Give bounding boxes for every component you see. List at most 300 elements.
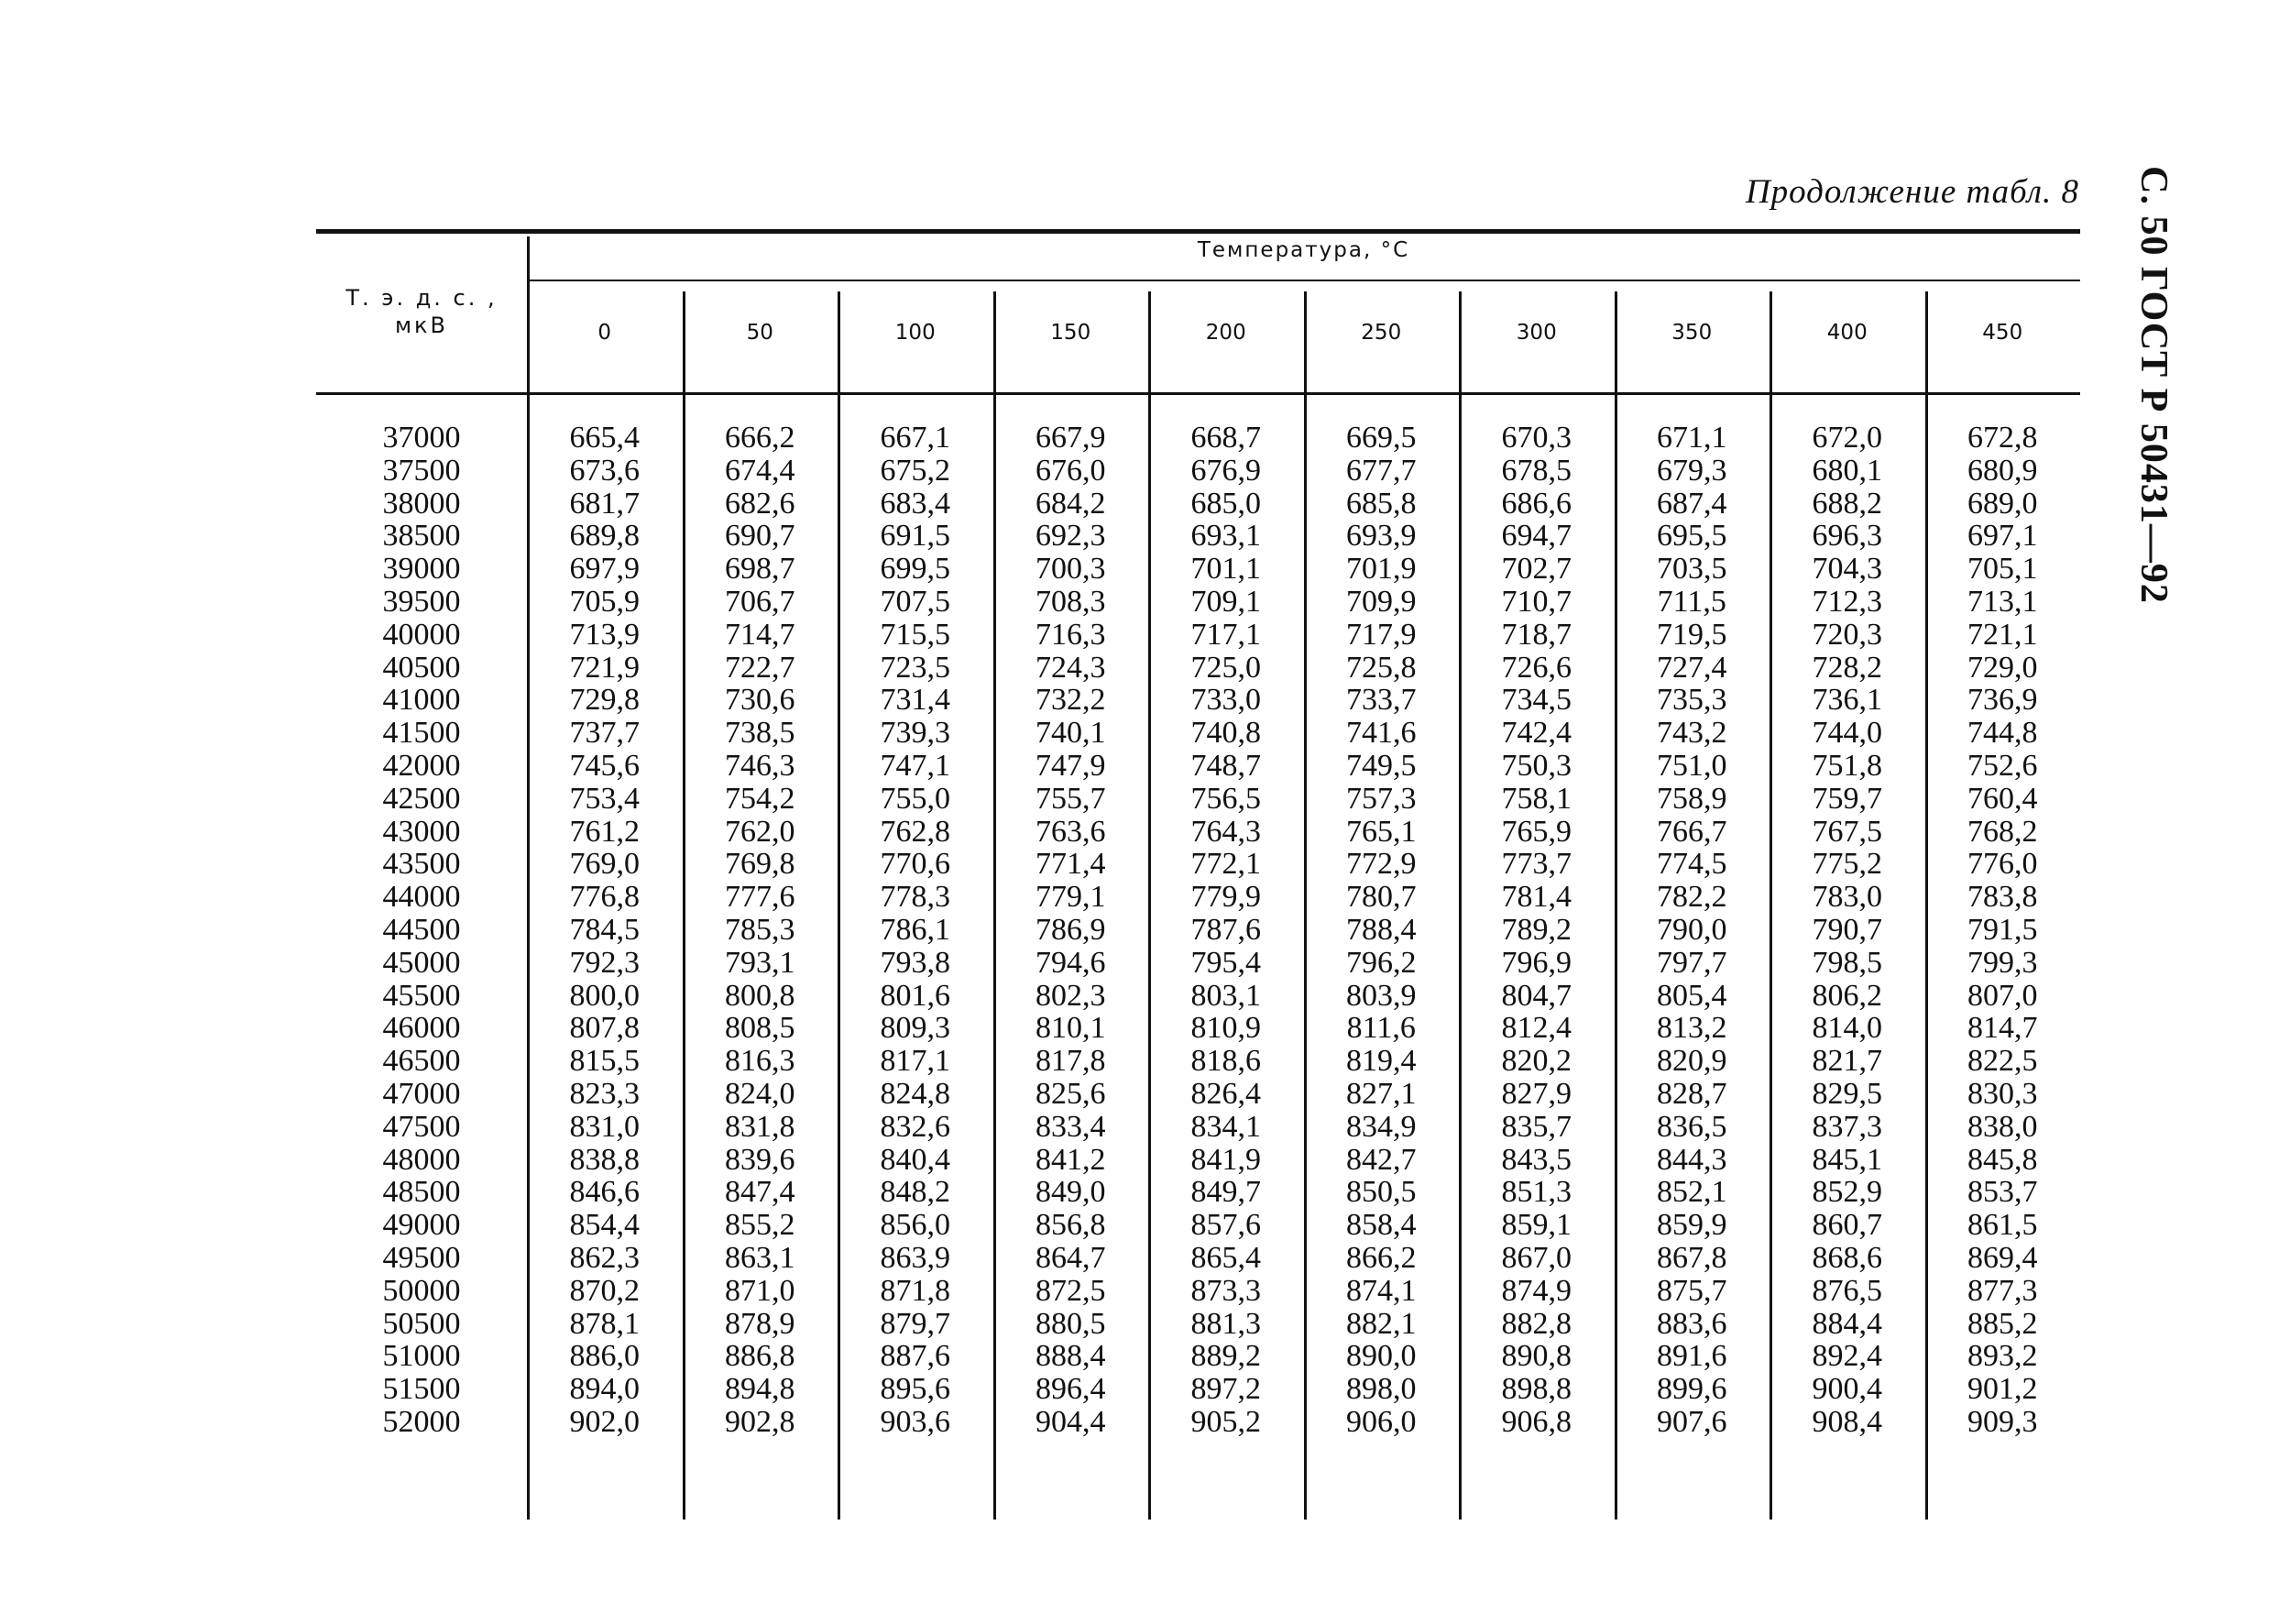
table-row	[316, 980, 2080, 1013]
temperature-cell: 778,3	[880, 880, 950, 915]
temperature-cell: 680,9	[1967, 453, 2038, 488]
temperature-cell: 882,1	[1346, 1306, 1417, 1341]
temperature-cell: 725,8	[1346, 650, 1417, 685]
temperature-cell: 676,0	[1035, 453, 1106, 488]
temperature-cell: 721,1	[1967, 617, 2038, 652]
page-header	[2108, 166, 2199, 604]
table-row	[316, 783, 2080, 816]
temperature-cell: 861,5	[1967, 1208, 2038, 1243]
temperature-cell: 672,8	[1967, 421, 2038, 455]
temperature-cell: 749,5	[1346, 748, 1417, 783]
table-body	[316, 422, 2080, 1439]
emf-cell: 50000	[382, 1273, 461, 1308]
temperature-cell: 772,9	[1346, 847, 1417, 882]
temperature-cell: 871,0	[725, 1273, 795, 1308]
emf-cell: 42500	[382, 781, 461, 816]
temperature-cell: 709,1	[1190, 584, 1261, 619]
temperature-cell: 901,2	[1967, 1372, 2038, 1407]
temperature-cell: 843,5	[1501, 1142, 1572, 1177]
temperature-cell: 896,4	[1035, 1372, 1106, 1407]
temperature-cell: 724,3	[1035, 650, 1106, 685]
temperature-cell: 806,2	[1812, 978, 1882, 1013]
temperature-cell: 864,7	[1035, 1240, 1106, 1275]
temperature-cell: 765,9	[1501, 814, 1572, 849]
temperature-cell: 730,6	[725, 683, 795, 718]
header-bottom-rule	[316, 392, 2080, 395]
page-header-text: С. 50 ГОСТ Р 50431—92	[2132, 166, 2175, 604]
temperature-cell: 867,8	[1657, 1240, 1727, 1275]
temperature-cell: 758,1	[1501, 781, 1572, 816]
temperature-cell: 829,5	[1812, 1076, 1882, 1111]
temperature-cell: 684,2	[1035, 486, 1106, 521]
temperature-cell: 678,5	[1501, 453, 1572, 488]
temperature-cell: 857,6	[1190, 1208, 1261, 1243]
temperature-cell: 665,4	[569, 421, 640, 455]
temperature-cell: 780,7	[1346, 880, 1417, 915]
temperature-cell: 850,5	[1346, 1175, 1417, 1210]
temperature-cell: 798,5	[1812, 945, 1882, 980]
temperature-cell: 863,9	[880, 1240, 950, 1275]
temperature-cell: 709,9	[1346, 584, 1417, 619]
temperature-cell: 721,9	[569, 650, 640, 685]
temperature-cell: 892,4	[1812, 1339, 1882, 1374]
temperature-cell: 856,0	[880, 1208, 950, 1243]
temperature-cell: 852,9	[1812, 1175, 1882, 1210]
temperature-cell: 816,3	[725, 1044, 795, 1079]
temperature-cell: 807,8	[569, 1011, 640, 1046]
column-header: 150	[1050, 321, 1091, 345]
temperature-cell: 903,6	[880, 1404, 950, 1439]
table-row	[316, 848, 2080, 881]
temperature-cell: 839,6	[725, 1142, 795, 1177]
temperature-cell: 689,0	[1967, 486, 2038, 521]
temperature-cell: 846,6	[569, 1175, 640, 1210]
temperature-cell: 797,7	[1657, 945, 1727, 980]
temperature-cell: 845,1	[1812, 1142, 1882, 1177]
temperature-cell: 735,3	[1657, 683, 1727, 718]
temperature-cell: 732,2	[1035, 683, 1106, 718]
temperature-cell: 822,5	[1967, 1044, 2038, 1079]
temperature-cell: 818,6	[1190, 1044, 1261, 1079]
temperature-cell: 746,3	[725, 748, 795, 783]
temperature-cell: 841,9	[1190, 1142, 1261, 1177]
temperature-cell: 755,7	[1035, 781, 1106, 816]
table-row	[316, 520, 2080, 553]
temperature-cell: 706,7	[725, 584, 795, 619]
temperature-cell: 713,1	[1967, 584, 2038, 619]
table-row	[316, 1308, 2080, 1341]
temperature-cell: 887,6	[880, 1339, 950, 1374]
temperature-cell: 796,9	[1501, 945, 1572, 980]
emf-cell: 42000	[382, 748, 461, 783]
stub-header-line1: Т. э. д. с. ,	[345, 285, 498, 311]
temperature-cell: 690,7	[725, 519, 795, 554]
temperature-cell: 744,0	[1812, 716, 1882, 751]
temperature-cell: 700,3	[1035, 552, 1106, 587]
table-row	[316, 1242, 2080, 1275]
temperature-cell: 736,9	[1967, 683, 2038, 718]
temperature-cell: 718,7	[1501, 617, 1572, 652]
temperature-cell: 734,5	[1501, 683, 1572, 718]
temperature-cell: 676,9	[1190, 453, 1261, 488]
temperature-cell: 760,4	[1967, 781, 2038, 816]
temperature-cell: 772,1	[1190, 847, 1261, 882]
column-header: 200	[1205, 321, 1246, 345]
temperature-cell: 851,3	[1501, 1175, 1572, 1210]
temperature-cell: 733,0	[1190, 683, 1261, 718]
temperature-cell: 807,0	[1967, 978, 2038, 1013]
temperature-cell: 670,3	[1501, 421, 1572, 455]
temperature-cell: 792,3	[569, 945, 640, 980]
temperature-cell: 828,7	[1657, 1076, 1727, 1111]
temperature-cell: 900,4	[1812, 1372, 1882, 1407]
temperature-cell: 870,2	[569, 1273, 640, 1308]
table-row	[316, 488, 2080, 521]
temperature-cell: 677,7	[1346, 453, 1417, 488]
temperature-cell: 708,3	[1035, 584, 1106, 619]
emf-cell: 50500	[382, 1306, 461, 1341]
temperature-cell: 693,1	[1190, 519, 1261, 554]
temperature-cell: 881,3	[1190, 1306, 1261, 1341]
temperature-cell: 835,7	[1501, 1109, 1572, 1144]
temperature-cell: 889,2	[1190, 1339, 1261, 1374]
table-row	[316, 1045, 2080, 1078]
temperature-cell: 845,8	[1967, 1142, 2038, 1177]
table-row	[316, 1176, 2080, 1209]
column-header: 100	[894, 321, 936, 345]
column-header: 50	[746, 321, 773, 345]
column-header: 400	[1826, 321, 1868, 345]
temperature-cell: 860,7	[1812, 1208, 1882, 1243]
temperature-cell: 853,7	[1967, 1175, 2038, 1210]
temperature-cell: 776,0	[1967, 847, 2038, 882]
temperature-cell: 674,4	[725, 453, 795, 488]
emf-cell: 51500	[382, 1372, 461, 1407]
temperature-cell: 768,2	[1967, 814, 2038, 849]
temperature-cell: 717,1	[1190, 617, 1261, 652]
temperature-cell: 701,1	[1190, 552, 1261, 587]
temperature-cell: 788,4	[1346, 912, 1417, 947]
temperature-cell: 815,5	[569, 1044, 640, 1079]
temperature-cell: 805,4	[1657, 978, 1727, 1013]
temperature-cell: 727,4	[1657, 650, 1727, 685]
temperature-cell: 702,7	[1501, 552, 1572, 587]
temperature-cell: 817,1	[880, 1044, 950, 1079]
temperature-cell: 745,6	[569, 748, 640, 783]
temperature-cell: 811,6	[1346, 1011, 1416, 1046]
temperature-cell: 753,4	[569, 781, 640, 816]
table-row	[316, 455, 2080, 488]
temperature-cell: 831,0	[569, 1109, 640, 1144]
table-row	[316, 1111, 2080, 1144]
temperature-cell: 764,3	[1190, 814, 1261, 849]
temperature-cell: 847,4	[725, 1175, 795, 1210]
temperature-cell: 722,7	[725, 650, 795, 685]
temperature-cell: 858,4	[1346, 1208, 1417, 1243]
temperature-cell: 840,4	[880, 1142, 950, 1177]
temperature-cell: 809,3	[880, 1011, 950, 1046]
temperature-cell: 697,9	[569, 552, 640, 587]
temperature-cell: 769,8	[725, 847, 795, 882]
emf-cell: 37000	[382, 421, 461, 455]
temperature-cell: 826,4	[1190, 1076, 1261, 1111]
temperature-cell: 810,9	[1190, 1011, 1261, 1046]
temperature-cell: 701,9	[1346, 552, 1417, 587]
temperature-cell: 814,0	[1812, 1011, 1882, 1046]
emf-cell: 48500	[382, 1175, 461, 1210]
temperature-cell: 893,2	[1967, 1339, 2038, 1374]
emf-cell: 43500	[382, 847, 461, 882]
temperature-cell: 886,8	[725, 1339, 795, 1374]
temperature-cell: 729,8	[569, 683, 640, 718]
temperature-cell: 751,0	[1657, 748, 1727, 783]
temperature-cell: 869,4	[1967, 1240, 2038, 1275]
emf-cell: 47000	[382, 1076, 461, 1111]
temperature-cell: 720,3	[1812, 617, 1882, 652]
temperature-cell: 762,8	[880, 814, 950, 849]
temperature-cell: 786,1	[880, 912, 950, 947]
temperature-header: Температура, °С	[1197, 238, 1410, 262]
temperature-cell: 667,1	[880, 421, 950, 455]
temperature-cell: 865,4	[1190, 1240, 1261, 1275]
temperature-cell: 837,3	[1812, 1109, 1882, 1144]
temperature-cell: 863,1	[725, 1240, 795, 1275]
table-row	[316, 1209, 2080, 1242]
temperature-cell: 695,5	[1657, 519, 1727, 554]
temperature-cell: 803,9	[1346, 978, 1417, 1013]
temperature-cell: 713,9	[569, 617, 640, 652]
temperature-cell: 838,8	[569, 1142, 640, 1177]
temperature-cell: 683,4	[880, 486, 950, 521]
temperature-cell: 707,5	[880, 584, 950, 619]
temperature-cell: 736,1	[1812, 683, 1882, 718]
temperature-cell: 789,2	[1501, 912, 1572, 947]
temperature-cell: 877,3	[1967, 1273, 2038, 1308]
emf-cell: 48000	[382, 1142, 461, 1177]
table-row	[316, 947, 2080, 980]
temperature-cell: 686,6	[1501, 486, 1572, 521]
temperature-cell: 728,2	[1812, 650, 1882, 685]
temperature-cell: 705,1	[1967, 552, 2038, 587]
table-row	[316, 1144, 2080, 1177]
temperature-cell: 880,5	[1035, 1306, 1106, 1341]
temperature-cell: 825,6	[1035, 1076, 1106, 1111]
temperature-cell: 803,1	[1190, 978, 1261, 1013]
temperature-cell: 827,9	[1501, 1076, 1572, 1111]
temperature-cell: 844,3	[1657, 1142, 1727, 1177]
temperature-cell: 821,7	[1812, 1044, 1882, 1079]
temperature-cell: 688,2	[1812, 486, 1882, 521]
temperature-cell: 744,8	[1967, 716, 2038, 751]
temperature-cell: 888,4	[1035, 1339, 1106, 1374]
temperature-cell: 856,8	[1035, 1208, 1106, 1243]
temperature-cell: 812,4	[1501, 1011, 1572, 1046]
temperature-cell: 747,9	[1035, 748, 1106, 783]
temperature-cell: 767,5	[1812, 814, 1882, 849]
temperature-cell: 758,9	[1657, 781, 1727, 816]
temperature-cell: 836,5	[1657, 1109, 1727, 1144]
table-row	[316, 881, 2080, 914]
temperature-cell: 681,7	[569, 486, 640, 521]
temperature-cell: 766,7	[1657, 814, 1727, 849]
temperature-cell: 673,6	[569, 453, 640, 488]
emf-cell: 38000	[382, 486, 461, 521]
temperature-cell: 754,2	[725, 781, 795, 816]
temperature-cell: 726,6	[1501, 650, 1572, 685]
emf-cell: 38500	[382, 519, 461, 554]
temperature-cell: 711,5	[1657, 584, 1726, 619]
temperature-cell: 890,0	[1346, 1339, 1417, 1374]
temperature-cell: 852,1	[1657, 1175, 1727, 1210]
temperature-cell: 762,0	[725, 814, 795, 849]
temperature-cell: 793,1	[725, 945, 795, 980]
temperature-cell: 691,5	[880, 519, 950, 554]
emf-cell: 39000	[382, 552, 461, 587]
temperature-cell: 763,6	[1035, 814, 1106, 849]
temperature-cell: 834,1	[1190, 1109, 1261, 1144]
temperature-cell: 769,0	[569, 847, 640, 882]
temperature-cell: 755,0	[880, 781, 950, 816]
temperature-cell: 854,4	[569, 1208, 640, 1243]
emf-cell: 41500	[382, 716, 461, 751]
temperature-cell: 890,8	[1501, 1339, 1572, 1374]
temperature-cell: 830,3	[1967, 1076, 2038, 1111]
temperature-cell: 679,3	[1657, 453, 1727, 488]
temperature-cell: 899,6	[1657, 1372, 1727, 1407]
temperature-cell: 781,4	[1501, 880, 1572, 915]
temperature-cell: 874,1	[1346, 1273, 1417, 1308]
table-row	[316, 816, 2080, 849]
temperature-cell: 813,2	[1657, 1011, 1727, 1046]
temperature-cell: 698,7	[725, 552, 795, 587]
temperature-cell: 761,2	[569, 814, 640, 849]
column-header: 350	[1671, 321, 1713, 345]
temperature-cell: 738,5	[725, 716, 795, 751]
column-header: 450	[1982, 321, 2023, 345]
stub-header-line2: мкВ	[394, 313, 449, 338]
emf-cell: 40500	[382, 650, 461, 685]
emf-cell: 45500	[382, 978, 461, 1013]
temperature-cell: 666,2	[725, 421, 795, 455]
temperature-cell: 875,7	[1657, 1273, 1727, 1308]
temperature-cell: 779,9	[1190, 880, 1261, 915]
temperature-cell: 667,9	[1035, 421, 1106, 455]
temperature-cell: 710,7	[1501, 584, 1572, 619]
emf-cell: 46500	[382, 1044, 461, 1079]
table-row	[316, 422, 2080, 455]
temperature-cell: 773,7	[1501, 847, 1572, 882]
table-row	[316, 1373, 2080, 1406]
temperature-cell: 765,1	[1346, 814, 1417, 849]
temperature-cell: 729,0	[1967, 650, 2038, 685]
temperature-cell: 873,3	[1190, 1273, 1261, 1308]
column-header: 300	[1516, 321, 1557, 345]
temperature-cell: 675,2	[880, 453, 950, 488]
temperature-cell: 705,9	[569, 584, 640, 619]
table-row	[316, 1340, 2080, 1373]
temperature-cell: 790,0	[1657, 912, 1727, 947]
temperature-cell: 795,4	[1190, 945, 1261, 980]
temperature-cell: 747,1	[880, 748, 950, 783]
temperature-cell: 810,1	[1035, 1011, 1106, 1046]
temperature-cell: 906,0	[1346, 1404, 1417, 1439]
temperature-cell: 742,4	[1501, 716, 1572, 751]
temperature-cell: 714,7	[725, 617, 795, 652]
temperature-cell: 771,4	[1035, 847, 1106, 882]
temperature-cell: 770,6	[880, 847, 950, 882]
temperature-cell: 751,8	[1812, 748, 1882, 783]
temperature-cell: 759,7	[1812, 781, 1882, 816]
temperature-cell: 879,7	[880, 1306, 950, 1341]
temperature-cell: 717,9	[1346, 617, 1417, 652]
temperature-cell: 689,8	[569, 519, 640, 554]
temperature-cell: 894,8	[725, 1372, 795, 1407]
temperature-cell: 872,5	[1035, 1273, 1106, 1308]
temperature-cell: 849,7	[1190, 1175, 1261, 1210]
temperature-cell: 871,8	[880, 1273, 950, 1308]
temperature-cell: 783,8	[1967, 880, 2038, 915]
temperature-cell: 750,3	[1501, 748, 1572, 783]
emf-cell: 47500	[382, 1109, 461, 1144]
emf-cell: 45000	[382, 945, 461, 980]
temperature-cell: 703,5	[1657, 552, 1727, 587]
temperature-cell: 820,2	[1501, 1044, 1572, 1079]
temperature-cell: 817,8	[1035, 1044, 1106, 1079]
temperature-cell: 776,8	[569, 880, 640, 915]
temperature-cell: 848,2	[880, 1175, 950, 1210]
emf-cell: 44500	[382, 912, 461, 947]
temperature-cell: 814,7	[1967, 1011, 2038, 1046]
temperature-cell: 716,3	[1035, 617, 1106, 652]
emf-cell: 44000	[382, 880, 461, 915]
table-row	[316, 1012, 2080, 1045]
temperature-cell: 715,5	[880, 617, 950, 652]
emf-cell: 51000	[382, 1339, 461, 1374]
temperature-cell: 740,1	[1035, 716, 1106, 751]
temperature-cell: 741,6	[1346, 716, 1417, 751]
temperature-cell: 787,6	[1190, 912, 1261, 947]
stub-header	[316, 284, 527, 339]
temperature-cell: 668,7	[1190, 421, 1261, 455]
temperature-cell: 804,7	[1501, 978, 1572, 1013]
temperature-cell: 831,8	[725, 1109, 795, 1144]
table-caption: Продолжение табл. 8	[1745, 173, 2079, 211]
temperature-cell: 882,8	[1501, 1306, 1572, 1341]
temperature-cell: 743,2	[1657, 716, 1727, 751]
temperature-cell: 785,3	[725, 912, 795, 947]
temperature-cell: 685,0	[1190, 486, 1261, 521]
emf-cell: 52000	[382, 1404, 461, 1439]
temperature-cell: 902,8	[725, 1404, 795, 1439]
table-row	[316, 652, 2080, 685]
temperature-cell: 783,0	[1812, 880, 1882, 915]
temperature-cell: 775,2	[1812, 847, 1882, 882]
temperature-cell: 898,8	[1501, 1372, 1572, 1407]
temperature-cell: 733,7	[1346, 683, 1417, 718]
temperature-cell: 824,8	[880, 1076, 950, 1111]
table-row	[316, 1275, 2080, 1308]
temperature-cell: 692,3	[1035, 519, 1106, 554]
temperature-cell: 905,2	[1190, 1404, 1261, 1439]
temperature-cell: 891,6	[1657, 1339, 1727, 1374]
temperature-cell: 719,5	[1657, 617, 1727, 652]
temperature-cell: 842,7	[1346, 1142, 1417, 1177]
emf-cell: 49500	[382, 1240, 461, 1275]
temperature-cell: 859,1	[1501, 1208, 1572, 1243]
temperature-cell: 784,5	[569, 912, 640, 947]
emf-cell: 37500	[382, 453, 461, 488]
temperature-cell: 757,3	[1346, 781, 1417, 816]
